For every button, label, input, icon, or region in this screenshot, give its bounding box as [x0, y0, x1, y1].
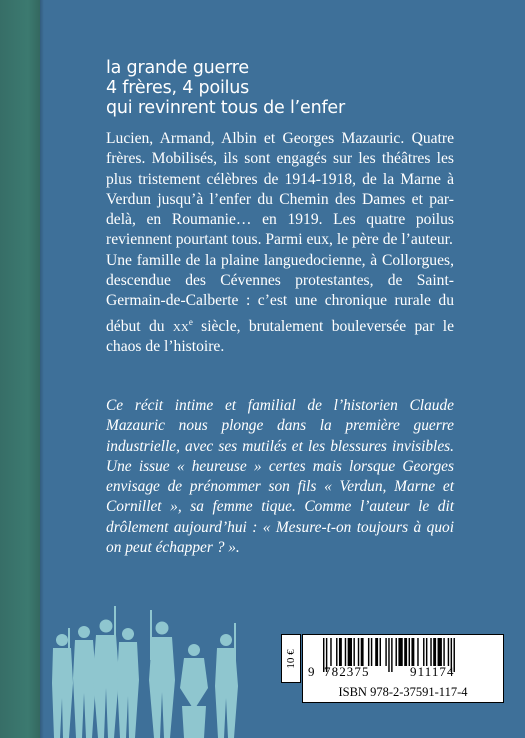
isbn-number: ISBN 978-2-37591-117-4 — [302, 682, 504, 703]
title-line-3: qui revinrent tous de l’enfer — [106, 98, 345, 118]
barcode-bar — [448, 638, 449, 666]
ean-group-2: 911174 — [410, 664, 455, 679]
barcode-bar — [336, 638, 337, 666]
cover-title — [106, 58, 436, 118]
barcode-bar — [417, 638, 418, 666]
barcode-bar — [345, 638, 346, 666]
summary-paragraph-1: Lucien, Armand, Albin et Georges Mazauric. Quatre frères. Mobilisés, ils sont engagés sur les théâtres les plus tristement célèbres de 1914-1918, de la Marne à Verdun jusqu’à l’enfer du Chemin des Dames et par-delà, en Roumanie… en 1919. Les quatre poilus reviennent pourtant tous. Parmi eux, le père de l’auteur. — [106, 130, 454, 249]
price-label — [281, 634, 301, 683]
title-line-2: 4 frères, 4 poilus — [106, 78, 250, 98]
barcode-bar — [443, 638, 444, 666]
barcode-bar — [404, 638, 407, 666]
barcode-bar — [430, 638, 431, 666]
ean-group-1: 782375 — [324, 664, 370, 679]
summary-paragraph-2-start: Une famille de la plaine languedocienne, à Collorgues, descendue des Cévennes protestantes, de Saint-Germain-de-Calberte : c’est une chronique rurale du début du — [106, 251, 454, 335]
barcode-bar — [361, 638, 364, 666]
ean-first-digit: 9 — [308, 664, 316, 679]
summary-paragraph-2 — [106, 251, 454, 358]
barcode-bar — [353, 638, 354, 666]
barcode-bar — [375, 638, 378, 666]
barcode-bar — [423, 638, 424, 666]
barcode-bar — [330, 638, 331, 666]
century-superscript: e — [188, 316, 193, 327]
barcode-bar — [385, 638, 386, 666]
barcode-bar — [438, 638, 442, 666]
barcode-bar — [398, 638, 402, 666]
ean-digits — [302, 664, 502, 680]
barcode-bar — [358, 638, 359, 666]
summary-paragraph-2-end: siècle, brutalement bouleversée par le chaos de l’histoire. — [106, 317, 454, 356]
barcode-bar — [426, 638, 427, 666]
century-numeral: xx — [172, 317, 189, 335]
title-line-1: la grande guerre — [106, 58, 249, 78]
barcode-bar — [380, 638, 381, 666]
barcode-bar — [396, 638, 397, 666]
barcode-bar — [433, 638, 436, 666]
barcode-bar — [348, 638, 352, 666]
barcode-bar — [409, 638, 410, 666]
soldier-silhouettes-illustration — [44, 588, 259, 738]
barcode-bar — [339, 638, 342, 666]
barcode-bar — [368, 638, 369, 666]
spine-strip — [0, 0, 40, 738]
italic-blurb: Ce récit intime et familial de l’historien Claude Mazauric nous plonge dans la première guerre industrielle, avec ses mutilés et les blessures invisibles. Une issue « heureuse » certes mais lorsque Georges envisage de prénommer son fils « Verdun, Marne et Cornillet », sa femme tique. Comme l’auteur le dit drôlement aujourd’hui : « Mesure-t-on toujours à quoi on peut échapper ? ». — [106, 397, 454, 557]
price-text: 10 € — [285, 648, 297, 669]
summary-text — [106, 129, 454, 357]
barcode-bar — [411, 638, 414, 666]
barcode-bar — [371, 638, 372, 666]
